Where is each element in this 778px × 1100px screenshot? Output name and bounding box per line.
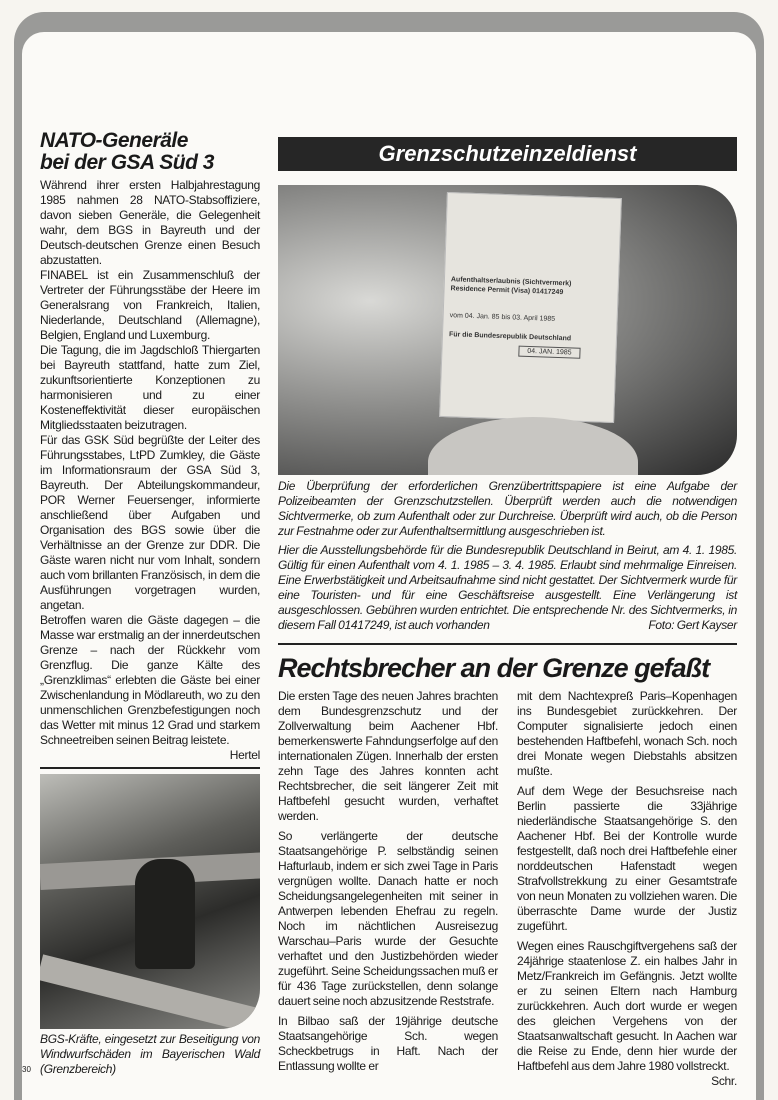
main-article-title: Rechtsbrecher an der Grenze gefaßt <box>278 653 710 683</box>
forest-photo <box>40 774 260 1029</box>
title-line: NATO-Generäle <box>40 129 188 152</box>
main-article-columns <box>278 689 737 1089</box>
author: Schr. <box>711 1074 737 1088</box>
paragraph-with-author <box>40 613 260 762</box>
photo-credit: Foto: Gert Kayser <box>648 618 737 632</box>
main-article-col1 <box>278 689 498 1089</box>
left-column <box>22 129 260 1077</box>
left-article-body <box>40 178 260 763</box>
forest-photo-caption: BGS-Kräfte, eingesetzt zur Beseitigung von Windwurfschäden im Bayerischen Wald (Grenzbereich) <box>40 1032 260 1076</box>
passport-stamp: 04. JAN. 1985 <box>518 346 580 359</box>
right-column <box>278 137 737 1089</box>
passport-validity: vom 04. Jan. 85 bis 03. April 1985 <box>449 312 556 323</box>
main-article-col2 <box>517 689 737 1089</box>
paragraph: FINABEL ist ein Zusammenschluß der Vertreter der Führungsstäbe der Heere im Generalsrang von Frankreich, Italien, Niederlande, Deutschland (Allemagne), Belgien, England und Luxemburg. <box>40 268 260 342</box>
passport-page <box>439 192 622 423</box>
passport-photo <box>278 185 737 475</box>
paragraph: Wegen eines Rauschgiftvergehens saß der 24jährige staatenlose Z. ein halbes Jahr in Metz/Frankreich im Gefängnis. Jetzt wollte er zu seinen Eltern nach Hamburg zurückkehren. Auch dort wurde er wegen des gleichen Vergehens von der Staatsanwaltschaft gesucht. In Aachen war die Reise zu Ende, denn hier wurde der Haftbefehl aus dem Jahre 1980 vollstreckt. <box>517 939 737 1073</box>
paragraph: mit dem Nachtexpreß Paris–Kopenhagen ins Bundesgebiet zurückkehren. Der Computer signalisierte jedoch einen bestehenden Haftbefehl, wonach Sch. noch drei Monate wegen Diebstahls absitzen mußte. <box>517 689 737 778</box>
paragraph: Für das GSK Süd begrüßte der Leiter des Führungsstabes, LtPD Zumkley, die Gäste im Informationsraum der GSA Süd 3, Bayreuth. Der Abteilungskommandeur, POR Werner Feuersenger, informierte anschließend über Aufgaben und Organisation des BGS sowie über die Verhältnisse an der Grenze zur DDR. Die Gäste waren nicht nur vom Inhalt, sondern auch vom brillanten Französisch, in dem die Ausführungen vorgetragen wurden, angetan. <box>40 433 260 612</box>
section-band: Grenzschutzeinzeldienst <box>278 137 737 171</box>
soldier <box>135 859 195 969</box>
title-line: bei der GSA Süd 3 <box>40 151 214 174</box>
divider <box>278 643 737 645</box>
paragraph: Auf dem Wege der Besuchsreise nach Berlin passierte die 33jährige niederländische Staatsangehörige S. den Aachener Hbf. Bei der Kontrolle wurde festgestellt, daß noch drei Haftbefehle einer norddeutschen Hafenstadt wegen Strafvollstrekkung zu einer Gesamtstrafe von neun Monaten zu vollziehen waren. Die überraschte Dame wurde der Justiz zugeführt. <box>517 784 737 933</box>
passport-issuer: Für die Bundesrepublik Deutschland <box>448 331 572 343</box>
left-article-title <box>40 130 260 174</box>
paragraph-with-author <box>517 939 737 1088</box>
paragraph: Die ersten Tage des neuen Jahres brachten dem Bundesgrenzschutz und der Zollverwaltung beim Aachener Hbf. bemerkenswerte Fahndungserfolge auf den internationalen Zügen. Innerhalb der ersten zehn Tage des Jahres konnten acht Rechtsbrecher, die seit längerer Zeit mit Haftbefehl gesucht wurden, verhaftet werden. <box>278 689 498 823</box>
caption-paragraph: Hier die Ausstellungsbehörde für die Bundesrepublik Deutschland in Beirut, am 4. 1. 1985. Gültig für einen Aufenthalt vom 4. 1. 1985 – 3. 4. 1985. Erlaubt sind mehrmalige Einreisen. Eine Erwerbstätigkeit und Arbeitsaufnahme sind nicht gestattet. Der Sichtvermerk wurde für eine Touristen- und für eine Geschäftsreise ausgestellt. Eine Verlängerung ist ausgeschlossen. Gebühren wurden entrichtet. Die entsprechende Nr. des Sichtvermerks, in diesem Fall 01417249, ist auch vorhanden <box>278 543 737 632</box>
paragraph: Betroffen waren die Gäste dagegen – die Masse war erstmalig an der innerdeutschen Grenze – nach der Rückkehr vom Grenzflug. Die ganze Kälte des „Grenzklimas“ erlebten die Gäste bei einer Zwischenlandung in Mödlareuth, wo zu den unmenschlichen Grenzbefestigungen noch das Wetter mit minus 12 Grad und starkem Schneetreiben seinen Beitrag leistete. <box>40 613 260 747</box>
paragraph: Die Tagung, die im Jagdschloß Thiergarten bei Bayreuth stattfand, hatte zum Ziel, zukunftsorientierte Konzeptionen zu harmonisieren und zu einer Kosteneffektivität dieser europäischen Mitgliedsstaaten beizutragen. <box>40 343 260 432</box>
main-photo-caption <box>278 479 737 633</box>
hand <box>428 417 638 475</box>
caption-paragraph: Die Überprüfung der erforderlichen Grenzübertrittspapiere ist eine Aufgabe der Polizeibeamten der Grenzschutzstellen. Überprüft werden auch die notwendigen Sichtvermerke, ob zum Aufenthalt oder zur Durchreise. Überprüft wird auch, ob die Person zur Festnahme oder zur Aufenthaltsermittlung ausgeschrieben ist. <box>278 479 737 538</box>
author: Hertel <box>229 748 260 762</box>
page-number: 30 <box>22 1065 31 1074</box>
caption-row <box>22 1032 260 1077</box>
passport-permit: Residence Permit (Visa) 01417249 <box>450 285 564 297</box>
paragraph: Während ihrer ersten Halbjahrestagung 1985 nahmen 28 NATO-Stabsoffiziere, davon sieben Generäle, die Gelegenheit wahr, dem BGS in Bayreuth und der Deutsch-deutschen Grenze einen Besuch abzustatten. <box>40 178 260 267</box>
caption-paragraph-with-credit <box>278 543 737 633</box>
paragraph: So verlängerte der deutsche Staatsangehörige P. selbständig seinen Hafturlaub, indem er sich zwei Tage in Paris vergnügen wollte. Danach hatte er noch Scheidungsangelegenheiten mit seiner in Antwerpen lebenden Ehefrau zu regeln. Noch im nächtlichen Ausreisezug Warschau–Paris wurde der Gesuchte verhaftet und den Justizbehörden wieder zugeführt. Seine Scheidungssachen muß er für 436 Tage zurückstellen, denn solange dauert seine noch abzusitzende Reststrafe. <box>278 829 498 1008</box>
divider <box>40 767 260 769</box>
paragraph: In Bilbao saß der 19jährige deutsche Staatsangehörige Sch. wegen Scheckbetrugs in Haft. Nach der Entlassung wollte er <box>278 1014 498 1073</box>
passport-title: Aufenthaltserlaubnis (Sichtvermerk) <box>450 276 572 288</box>
